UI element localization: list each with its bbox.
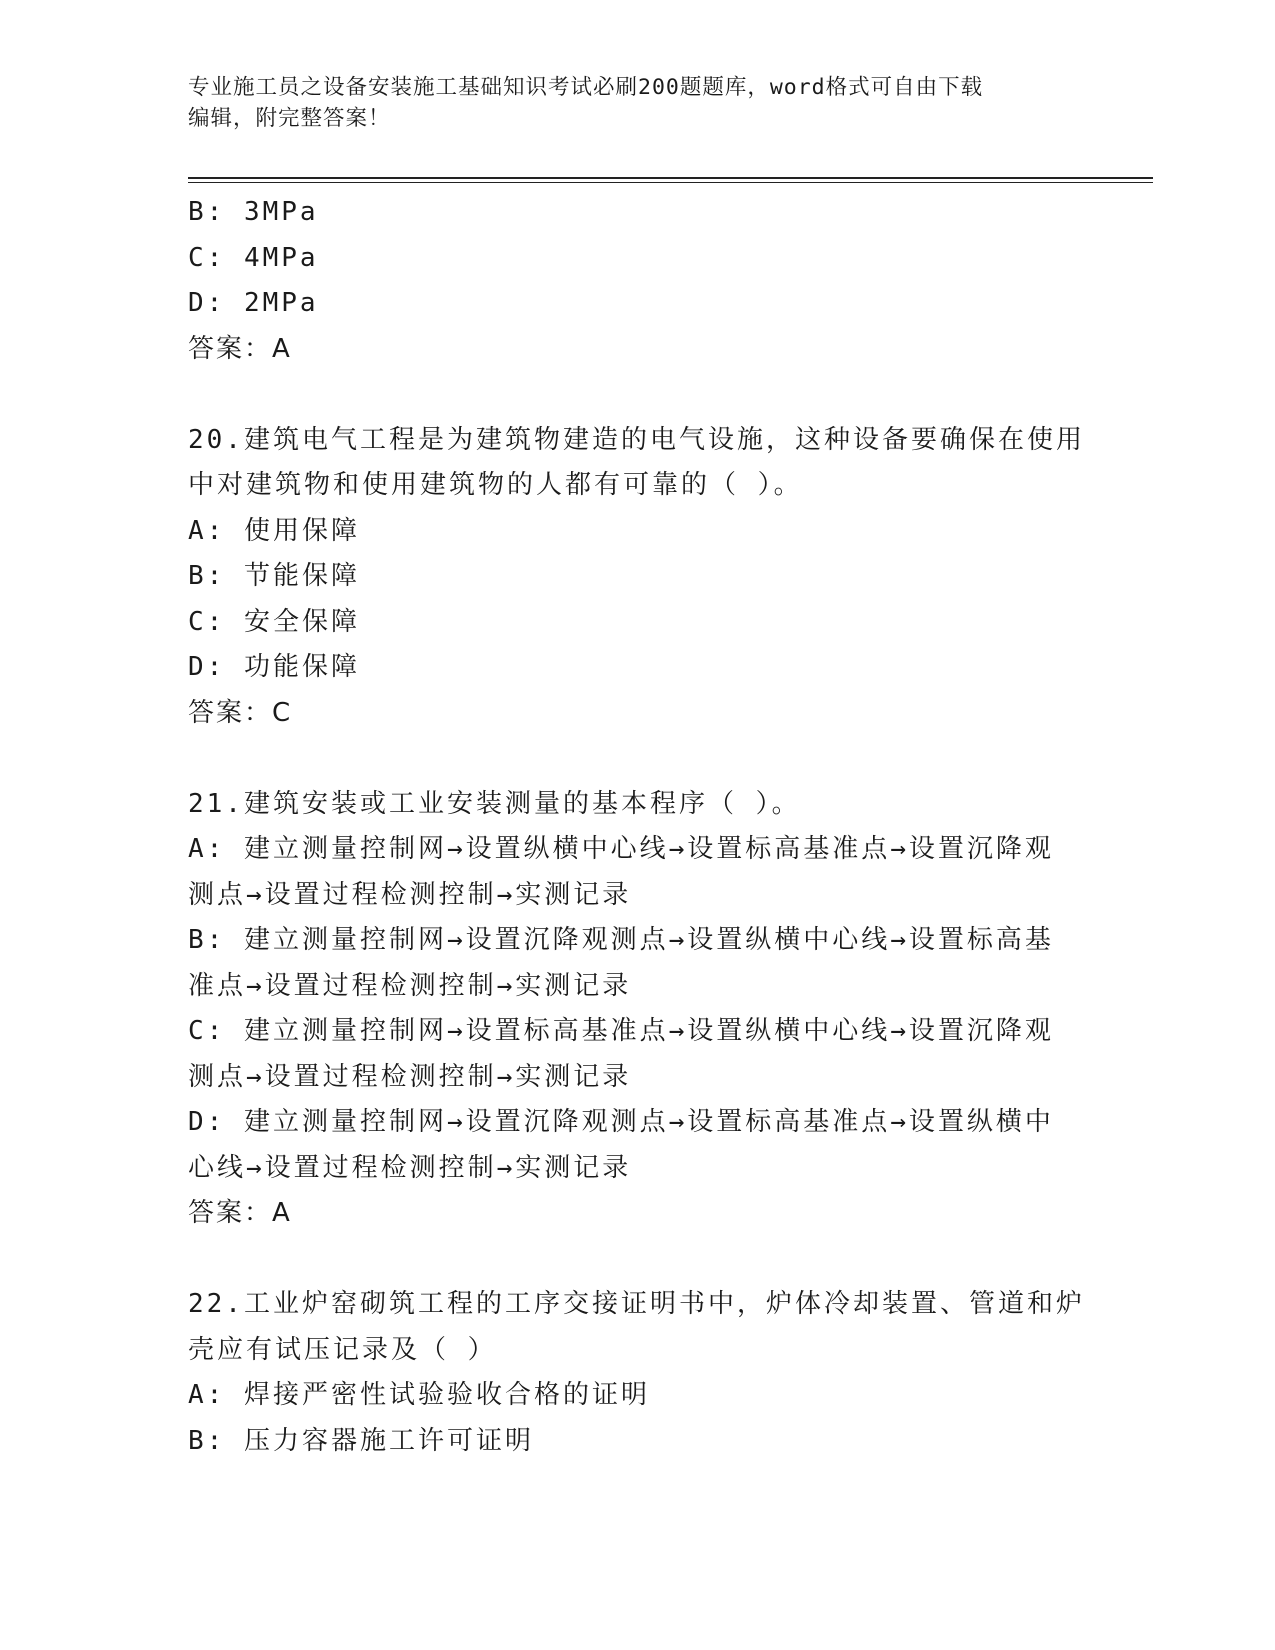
answer-line: 答案：A	[188, 1198, 292, 1228]
question-list	[188, 190, 1088, 1464]
question-option: 准点→设置过程检测控制→实测记录	[188, 970, 632, 1001]
header-title-line-1: 专业施工员之设备安装施工基础知识考试必刷200题题库，word格式可自由下载	[188, 75, 984, 100]
question-option: B: 压力容器施工许可证明	[188, 1425, 534, 1456]
question-spacer	[188, 372, 1088, 418]
question-stem: 22.工业炉窑砌筑工程的工序交接证明书中，炉体冷却装置、管道和炉	[188, 1289, 1085, 1319]
question-stem: 20.建筑电气工程是为建筑物建造的电气设施，这种设备要确保在使用	[188, 424, 1085, 455]
header-title-line-2: 编辑，附完整答案！	[188, 106, 391, 131]
question-block	[188, 418, 1088, 737]
question-option: A: 焊接严密性试验验收合格的证明	[188, 1380, 650, 1410]
question-stem: 壳应有试压记录及（ ）	[188, 1334, 497, 1365]
question-option: 测点→设置过程检测控制→实测记录	[188, 879, 632, 910]
answer-line: 答案：A	[188, 333, 292, 364]
question-option: 心线→设置过程检测控制→实测记录	[188, 1152, 632, 1183]
prev-question-block	[188, 190, 1088, 372]
question-option: B: 节能保障	[188, 561, 360, 591]
question-option: 测点→设置过程检测控制→实测记录	[188, 1061, 632, 1092]
answer-line: 答案：C	[188, 697, 293, 728]
option-d: D: 2MPa	[188, 288, 319, 318]
option-b: B: 3MPa	[188, 197, 319, 227]
question-stem: 中对建筑物和使用建筑物的人都有可靠的（ ）。	[188, 470, 803, 500]
question-option: C: 建立测量控制网→设置标高基准点→设置纵横中心线→设置沉降观	[188, 1016, 1054, 1046]
option-c: C: 4MPa	[188, 242, 319, 273]
question-option: B: 建立测量控制网→设置沉降观测点→设置纵横中心线→设置标高基	[188, 925, 1054, 955]
question-option: D: 建立测量控制网→设置沉降观测点→设置标高基准点→设置纵横中	[188, 1107, 1054, 1137]
header-divider-thin	[188, 182, 1153, 183]
question-option: A: 使用保障	[188, 515, 360, 546]
header-divider-thick	[188, 177, 1153, 179]
document-header	[188, 72, 1068, 134]
question-block	[188, 1282, 1088, 1464]
question-stem: 21.建筑安装或工业安装测量的基本程序（ ）。	[188, 788, 801, 819]
question-block	[188, 782, 1088, 1237]
question-spacer	[188, 1237, 1088, 1283]
question-spacer	[188, 736, 1088, 782]
question-option: D: 功能保障	[188, 652, 360, 682]
question-option: C: 安全保障	[188, 606, 360, 637]
question-option: A: 建立测量控制网→设置纵横中心线→设置标高基准点→设置沉降观	[188, 834, 1054, 864]
